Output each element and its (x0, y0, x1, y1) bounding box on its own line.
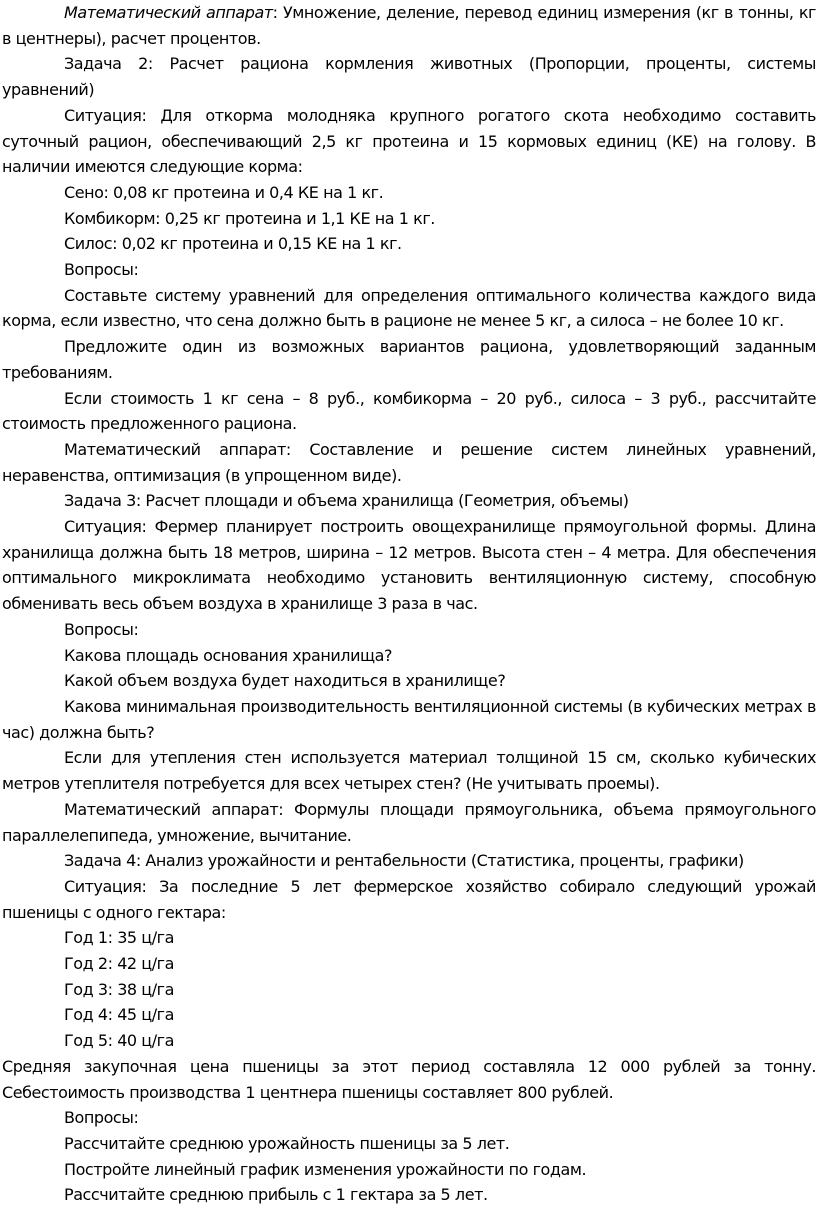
task-3-question-4: Если для утепления стен используется материал толщиной 15 см, сколько кубических метров утеплителя потребуется для всех четырех стен? (Не учитывать проемы). (2, 748, 816, 794)
task-2-questions-label: Вопросы: (64, 260, 139, 280)
feed-silage: Силос: 0,02 кг протеина и 0,15 КЕ на 1 кг. (64, 234, 402, 254)
yield-year-3: Год 3: 38 ц/га (64, 979, 174, 999)
task-3-question-3: Какова минимальная производительность вентиляционной системы (в кубических метрах в час) должна быть? (2, 696, 816, 742)
yield-year-5: Год 5: 40 ц/га (64, 1031, 174, 1051)
task-4-question-1: Рассчитайте среднюю урожайность пшеницы за 5 лет. (64, 1133, 510, 1153)
task-2-situation: Ситуация: Для откорма молодняка крупного рогатого скота необходимо составить суточный рацион, обеспечивающий 2,5 кг протеина и 15 кормовых единиц (КЕ) на голову. В наличии имеются следующие корма: (2, 105, 816, 177)
task-2-question-1: Составьте систему уравнений для определения оптимального количества каждого вида корма, если известно, что сена должно быть в рационе не менее 5 кг, а силоса – не более 10 кг. (2, 285, 816, 331)
task-4-heading: Задача 4: Анализ урожайности и рентабельности (Статистика, проценты, графики) (64, 851, 744, 871)
feed-hay: Сено: 0,08 кг протеина и 0,4 КЕ на 1 кг. (64, 182, 384, 202)
task-3-questions-label: Вопросы: (64, 619, 139, 639)
yield-year-1: Год 1: 35 ц/га (64, 928, 174, 948)
task-4-question-3: Рассчитайте среднюю прибыль с 1 гектара за 5 лет. (64, 1185, 488, 1205)
task-3-question-2: Какой объем воздуха будет находиться в хранилище? (64, 671, 506, 691)
math-apparatus-label: Математический аппарат (64, 3, 273, 22)
task-3-heading: Задача 3: Расчет площади и объема хранилища (Геометрия, объемы) (64, 491, 629, 511)
task-3-question-1: Какова площадь основания хранилища? (64, 645, 393, 665)
task-2-question-2: Предложите один из возможных вариантов рациона, удовлетворяющий заданным требованиям. (2, 337, 816, 382)
task-4-question-2: Постройте линейный график изменения урожайности по годам. (64, 1159, 587, 1179)
task-2-heading: Задача 2: Расчет рациона кормления животных (Пропорции, проценты, системы уравнений) (2, 54, 816, 100)
yield-year-2: Год 2: 42 ц/га (64, 954, 174, 974)
math-apparatus-text: : Умножение, деление, перевод единиц измерения (кг в тонны, кг в центнеры), расчет процентов. (2, 3, 816, 48)
task-3-situation: Ситуация: Фермер планирует построить овощехранилище прямоугольной формы. Длина хранилища должна быть 18 метров, ширина – 12 метров. Высота стен – 4 метра. Для обеспечения оптимального микроклимата необходимо установить вентиляционную систему, способную обменивать весь объем воздуха в хранилище 3 раза в час. (2, 517, 816, 614)
task-2-math-apparatus: Математический аппарат: Составление и решение систем линейных уравнений, неравенства, оптимизация (в упрощенном виде). (2, 439, 816, 485)
task-4-situation: Ситуация: За последние 5 лет фермерское хозяйство собирало следующий урожай пшеницы с одного гектара: (2, 876, 816, 922)
task-3-math-apparatus: Математический аппарат: Формулы площади прямоугольника, объема прямоугольного параллелепипеда, умножение, вычитание. (2, 799, 816, 845)
task-4-price-info: Средняя закупочная цена пшеницы за этот период составляла 12 000 рублей за тонну. Себестоимость производства 1 центнера пшеницы составляет 800 рублей. (2, 1056, 816, 1102)
paragraph-math-apparatus-1 (2, 0, 816, 51)
task-4-questions-label: Вопросы: (64, 1108, 139, 1128)
yield-year-4: Год 4: 45 ц/га (64, 1005, 174, 1025)
task-2-question-3: Если стоимость 1 кг сена – 8 руб., комбикорма – 20 руб., силоса – 3 руб., рассчитайте стоимость предложенного рациона. (2, 388, 816, 434)
feed-compound: Комбикорм: 0,25 кг протеина и 1,1 КЕ на 1 кг. (64, 208, 435, 228)
